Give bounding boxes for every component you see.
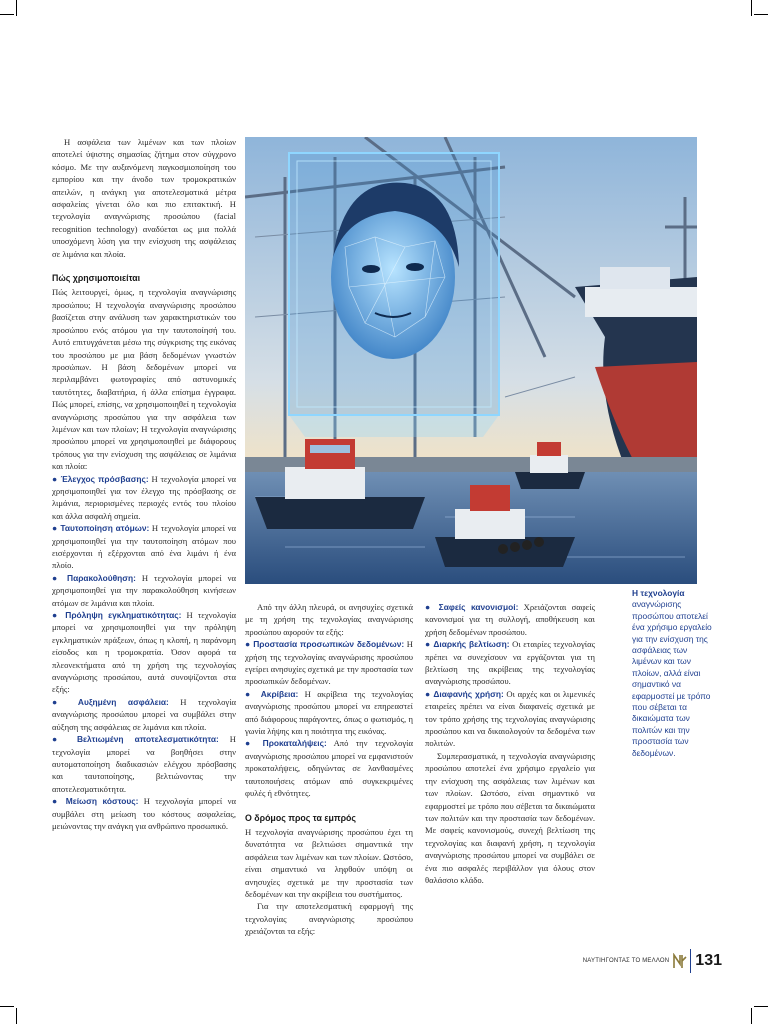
illustration-graphic	[245, 137, 697, 584]
intro-paragraph: Η ασφάλεια των λιμένων και των πλοίων αποτελεί ύψιστης σημασίας ζήτημα στον σύγχρονο κόσμο. Με την αυξανόμενη παγκοσμιοποίηση του εμπορίου και την άνοδο των τρομοκρατικών απειλών, η ανάγκη για αποτελεσματικά μέτρα ασφαλείας γίνεται όλο και πιο επιτακτική. Η τεχνολογία αναγνώρισης προσώπου (facial recognition technology) αναδύεται ως μια πολλά υποσχόμενη λύση για την ενίσχυση της ασφάλειας σε λιμάνια και πλοία.	[52, 137, 236, 259]
bullet-item: ● Ταυτοποίηση ατόμων: Η τεχνολογία μπορεί να χρησιμοποιηθεί για την ταυτοποίηση ατόμων που εισέρχονται ή εξέρχονται από ένα λιμάνι ή ένα πλοίο.	[52, 523, 236, 571]
section-heading-way-forward: Ο δρόμος προς τα εμπρός	[245, 812, 356, 823]
bullet-item: ● Ακρίβεια: Η ακρίβεια της τεχνολογίας αναγνώρισης προσώπου μπορεί να επηρεαστεί από διάφορους παράγοντες, όπως ο φωτισμός, η γωνία λήψης και η ποιότητα της εικόνας.	[245, 688, 413, 737]
article-column-1	[52, 136, 236, 832]
pull-quote	[632, 588, 716, 759]
bullet-item: ● Έλεγχος πρόσβασης: Η τεχνολογία μπορεί να χρησιμοποιηθεί για τον έλεγχο της πρόσβασης σε λιμάνια, περιορισμένες περιοχές εντός του πλοίου και άλλα ασφαλή σημεία.	[52, 473, 236, 521]
crop-mark	[16, 1008, 17, 1024]
article-column-2	[245, 601, 413, 938]
conclusion-paragraph: Συμπερασματικά, η τεχνολογία αναγνώρισης προσώπου αποτελεί ένα χρήσιμο εργαλείο για την ενίσχυση της ασφάλειας των λιμένων και των πλοίων. Ωστόσο, είναι σημαντικό να εφαρμοστεί με τρόπο που σέβεται τα δικαιώματα των πολιτών και την προστασία των δεδομένων. Με σαφείς κανονισμούς, συνεχή βελτίωση της τεχνολογίας και διαφανή χρήση, η τεχνολογία αναγνώρισης προσώπου μπορεί να συμβάλει σε ένα πιο ασφαλές περιβάλλον για όλους στον θαλάσσιο κλάδο.	[425, 750, 595, 885]
bullet-item: ● Προκαταλήψεις: Από την τεχνολογία αναγνώρισης προσώπου μπορεί να εμφανιστούν προκαταλήψεις, οδηγώντας σε λανθασμένες ταυτοποιήσεις ατόμων από συγκεκριμένες φυλές ή εθνότητες.	[245, 738, 413, 799]
crop-mark	[0, 1006, 14, 1007]
crop-mark	[16, 0, 17, 16]
crop-mark	[751, 1008, 752, 1024]
crop-mark	[754, 14, 768, 15]
page-footer	[583, 948, 722, 974]
crop-mark	[754, 1006, 768, 1007]
bullet-item: ● Σαφείς κανονισμοί: Χρειάζονται σαφείς κανονισμοί για τη συλλογή, αποθήκευση και χρήση δεδομένων προσώπου.	[425, 602, 595, 637]
crop-mark	[0, 14, 14, 15]
way-forward-paragraph-2: Για την αποτελεσματική εφαρμογή της τεχνολογίας αναγνώρισης προσώπου χρειάζονται τα εξής:	[245, 901, 413, 937]
pull-quote-lead: Η τεχνολογία	[632, 588, 685, 598]
article-column-3	[425, 601, 595, 886]
bullet-item: ● Διαφανής χρήση: Οι αρχές και οι λιμενικές εταιρείες πρέπει να είναι διαφανείς σχετικά με τον τρόπο χρήσης της τεχνολογίας αναγνώρισης προσώπου και να δικαιολογούν τα δεδομένα των πολιτών.	[425, 688, 596, 749]
how-used-paragraph: Πώς λειτουργεί, όμως, η τεχνολογία αναγνώρισης προσώπου; Η τεχνολογία αναγνώρισης προσώπου βασίζεται στην ανάλυση των χαρακτηριστικών του προσώπου ενός ατόμου για την ταυτοποίησή του. Αυτό επιτυγχάνεται μέσω της σύγκρισης της εικόνας του προσώπου με μια βάση δεδομένων γνωστών προσώπων. Η βάση δεδομένων μπορεί να περιλαμβάνει φωτογραφίες από αστυνομικές ταυτότητες, διαβατήρια, ή άλλα επίσημα έγγραφα. Πώς μπορεί, επίσης, να χρησιμοποιηθεί η τεχνολογία αναγνώρισης προσώπου για την ασφάλεια των λιμένων και των πλοίων; Η τεχνολογία αναγνώρισης προσώπου μπορεί να χρησιμοποιηθεί με διάφορους τρόπους για την ενίσχυση της ασφάλειας σε λιμάνια και πλοία:	[52, 287, 236, 472]
way-forward-paragraph: Η τεχνολογία αναγνώρισης προσώπου έχει τη δυνατότητα να βελτιώσει σημαντικά την ασφάλεια των λιμένων και των πλοίων. Ωστόσο, είναι σημαντικό να ληφθούν υπόψη οι ανησυχίες σχετικά με την προστασία των δεδομένων και την ακρίβεια του συστήματος.	[245, 826, 413, 899]
bullet-item: ● Πρόληψη εγκληματικότητας: Η τεχνολογία μπορεί να χρησιμοποιηθεί για την πρόληψη εγκληματικών πράξεων, όπως η κλοπή, η παράνομη είσοδος και η τρομοκρατία. Όσον αφορά τα πλεονεκτήματα από τη χρήση της τεχνολογίας αναγνώρισης προσώπου, αυτά συνοψίζονται στα εξής:	[52, 610, 236, 695]
magazine-title: ΝΑΥΤΙΗΓΟΝΤΑΣ ΤΟ ΜΕΛΛΟΝ	[582, 958, 670, 964]
page-number: 131	[695, 952, 722, 969]
bullet-item: ● Προστασία προσωπικών δεδομένων: Η χρήση της τεχνολογίας αναγνώρισης προσώπου εγείρει ανησυχίες σχετικά με την προστασία των προσωπικών δεδομένων.	[245, 639, 413, 687]
concerns-intro: Από την άλλη πλευρά, οι ανησυχίες σχετικά με τη χρήση της τεχνολογίας αναγνώρισης προσώπου αφορούν τα εξής:	[245, 602, 413, 637]
port-facial-recognition-illustration	[245, 137, 697, 584]
magazine-logo-icon	[673, 953, 687, 969]
bullet-item: ● Αυξημένη ασφάλεια: Η τεχνολογία αναγνώρισης προσώπου μπορεί να συμβάλει στην αύξηση της ασφάλειας σε λιμάνια και πλοία.	[52, 696, 237, 732]
bullet-item: ● Παρακολούθηση: Η τεχνολογία μπορεί να χρησιμοποιηθεί για την παρακολούθηση κινήσεων ατόμων σε λιμάνια και πλοία.	[52, 572, 236, 608]
crop-mark	[751, 0, 752, 16]
footer-divider	[690, 949, 691, 973]
bullet-item: ● Μείωση κόστους: Η τεχνολογία μπορεί να συμβάλει στη μείωση του κόστους ασφαλείας, μειώνοντας την ανάγκη για ανθρώπινο προσωπικό.	[52, 796, 236, 831]
pull-quote-text: αναγνώρισης προσώπου αποτελεί ένα χρήσιμο εργαλείο για την ενίσχυση της ασφάλειας των λιμένων και των πλοίων, αλλά είναι σημαντικό να εφαρμοστεί με τρόπο που σέβεται τα δικαιώματα των πολιτών και την προστασία των δεδομένων.	[632, 599, 712, 758]
bullet-item: ● Διαρκής βελτίωση: Οι εταιρίες τεχνολογίας πρέπει να συνεχίσουν να εργάζονται για τη βελτίωση της ακρίβειας της τεχνολογίας αναγνώρισης προσώπου.	[425, 639, 595, 687]
bullet-item: ● Βελτιωμένη αποτελεσματικότητα: Η τεχνολογία μπορεί να βοηθήσει στην αυτοματοποίηση διαδικασιών ελέγχου πρόσβασης και ταυτοποίησης, βελτιώνοντας την αποτελεσματικότητα.	[52, 734, 236, 794]
section-heading-how-used: Πώς χρησιμοποιείται	[52, 273, 141, 284]
